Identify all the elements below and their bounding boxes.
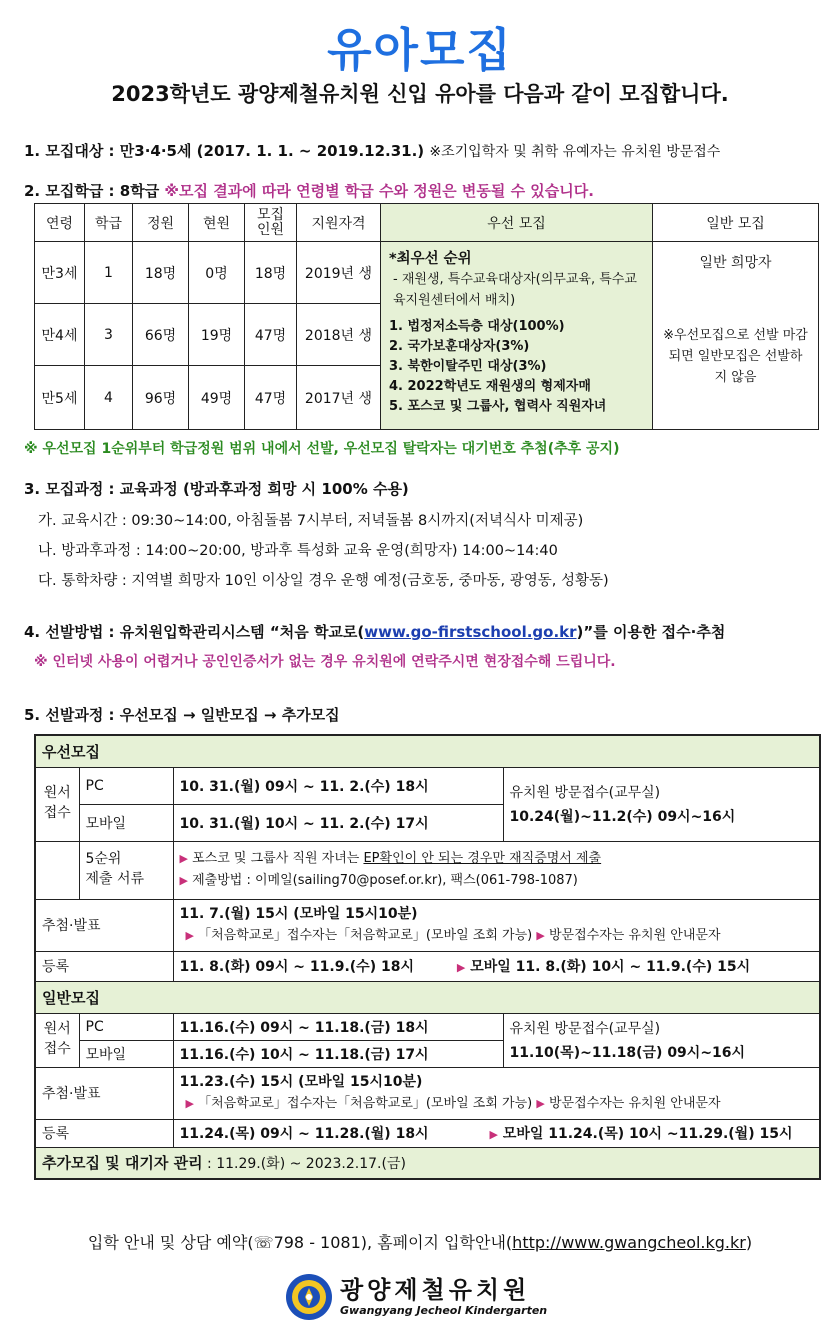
general-top: 일반 희망자 (699, 255, 772, 271)
section-4 (24, 621, 725, 642)
docs-line-1b: EP확인이 안 되는 경우만 재직증명서 제출 (363, 850, 602, 866)
row-cell: 66명 (133, 304, 189, 366)
priority-reg-a: 11. 8.(화) 09시 ~ 11.9.(수) 18시 (179, 959, 414, 975)
row-cell: 19명 (189, 304, 245, 366)
row-cell: 47명 (245, 366, 297, 430)
header-eligibility: 지원자격 (297, 204, 381, 242)
priority-visit (503, 767, 820, 841)
priority-reg-b: 모바일 11. 8.(화) 10시 ~ 11.9.(수) 15시 (470, 959, 751, 975)
priority-criteria (381, 242, 653, 430)
row-cell: 0명 (189, 242, 245, 304)
apply-label: 원서 접수 (35, 1013, 79, 1067)
triangle-icon: ▶ (536, 928, 545, 942)
apply-label: 원서 접수 (35, 767, 79, 841)
row-cell: 2019년 생 (297, 242, 381, 304)
triangle-icon: ▶ (179, 851, 188, 865)
triangle-icon: ▶ (185, 928, 194, 942)
mobile-label: 모바일 (79, 804, 173, 841)
row-cell: 18명 (245, 242, 297, 304)
priority-visit-period: 10.24(월)~11.2(수) 09시~16시 (509, 809, 736, 825)
row-cell: 47명 (245, 304, 297, 366)
general-reg (173, 1119, 820, 1147)
footer-contact (0, 1230, 840, 1253)
priority-item: 5. 포스코 및 그룹사, 협력사 직원자녀 (389, 399, 607, 415)
section-4-label-b: )”를 이용한 접수·추첨 (576, 623, 726, 641)
logo-name: 광양제철유치원 (340, 1276, 531, 1304)
priority-mobile-period: 10. 31.(월) 10시 ~ 11. 2.(수) 17시 (173, 804, 503, 841)
triangle-icon: ▶ (536, 1096, 545, 1110)
triangle-icon: ▶ (185, 1096, 194, 1110)
priority-draw-period: 11. 7.(월) 15시 (모바일 15시10분) (179, 906, 418, 923)
page-subtitle: 2023학년도 광양제철유치원 신입 유아를 다음과 같이 모집합니다. (111, 82, 729, 106)
general-note: ※우선모집으로 선발 마감되면 일반모집은 선발하지 않음 (663, 328, 808, 385)
section-3-item: 다. 통학차량 : 지역별 희망자 10인 이상일 경우 운행 예정(금호동, 중마동, 광영동, 성황동) (38, 573, 609, 589)
row-cell: 만5세 (35, 366, 85, 430)
header-capacity: 정원 (133, 204, 189, 242)
row-cell: 2017년 생 (297, 366, 381, 430)
section-1-note: ※조기입학자 및 취학 유예자는 유치원 방문접수 (429, 144, 721, 160)
homepage-link[interactable]: http://www.gwangcheol.kg.kr (512, 1233, 746, 1252)
general-draw-period: 11.23.(수) 15시 (모바일 15시10분) (179, 1074, 423, 1091)
pc-label: PC (79, 767, 173, 804)
section-3-label: 3. 모집과정 : 교육과정 (방과후과정 희망 시 100% 수용) (24, 480, 409, 498)
draw-note-a: 「처음학교로」접수자는「처음학교로」(모바일 조회 가능) (198, 927, 533, 943)
header-classes: 학급 (85, 204, 133, 242)
priority-item: 4. 2022학년도 재원생의 형제자매 (389, 379, 591, 395)
general-criteria (653, 242, 819, 430)
section-5-label: 5. 선발과정 : 우선모집 → 일반모집 → 추가모집 (24, 706, 340, 724)
section-4-label-a: 4. 선발방법 : 유치원입학관리시스템 “처음 학교로( (24, 623, 365, 641)
class-table-header (35, 204, 819, 242)
triangle-icon: ▶ (456, 961, 466, 974)
reg-label: 등록 (35, 951, 173, 981)
draw-note-b: 방문접수자는 유치원 안내문자 (549, 927, 721, 943)
draw-label: 추첨·발표 (35, 899, 173, 951)
row-cell: 4 (85, 366, 133, 430)
row-cell: 1 (85, 242, 133, 304)
priority-item: 3. 북한이탈주민 대상(3%) (389, 359, 547, 375)
docs-label: 5순위 제출 서류 (79, 841, 173, 899)
mobile-label: 모바일 (79, 1040, 173, 1067)
footer-text-a: 입학 안내 및 상담 예약(☏798 - 1081), 홈페이지 입학안내( (87, 1233, 513, 1252)
row-cell: 만3세 (35, 242, 85, 304)
priority-sub: - 재원생, 특수교육대상자(의무교육, 특수교육지원센터에서 배치) (393, 272, 637, 308)
general-visit (503, 1013, 820, 1067)
priority-title: *최우선 순위 (389, 251, 472, 267)
priority-draw (173, 899, 820, 951)
kindergarten-emblem-icon (284, 1272, 334, 1322)
table-row (35, 242, 819, 304)
docs-line-1a: 포스코 및 그룹사 직원 자녀는 (192, 850, 364, 866)
section-2-classes (24, 180, 594, 201)
general-pc-period: 11.16.(수) 09시 ~ 11.18.(금) 18시 (173, 1013, 503, 1040)
firstschool-link[interactable]: www.go-firstschool.go.kr (364, 623, 577, 641)
header-age: 연령 (35, 204, 85, 242)
row-cell: 49명 (189, 366, 245, 430)
logo-subtitle: Gwangyang Jecheol Kindergarten (340, 1304, 548, 1317)
priority-visit-label: 유치원 방문접수(교무실) (509, 785, 661, 801)
section-2-note: ※모집 결과에 따라 연령별 학급 수와 정원은 변동될 수 있습니다. (164, 182, 594, 200)
row-cell: 3 (85, 304, 133, 366)
pc-label: PC (79, 1013, 173, 1040)
section-1-target (24, 140, 720, 161)
general-draw (173, 1067, 820, 1119)
header-priority: 우선 모집 (381, 204, 653, 242)
footer-text-b: ) (745, 1233, 753, 1252)
section-1-label: 1. 모집대상 : 만3·4·5세 (2017. 1. 1. ~ 2019.12.31.) (24, 142, 425, 160)
reg-label: 등록 (35, 1119, 173, 1147)
docs-detail (173, 841, 820, 899)
class-table (34, 203, 819, 430)
priority-pc-period: 10. 31.(월) 09시 ~ 11. 2.(수) 18시 (173, 767, 503, 804)
extra-value: : 11.29.(화) ~ 2023.2.17.(금) (202, 1156, 406, 1173)
row-cell: 18명 (133, 242, 189, 304)
draw-note-b: 방문접수자는 유치원 안내문자 (549, 1095, 721, 1111)
priority-item: 1. 법정저소득층 대상(100%) (389, 318, 565, 334)
section-2-label: 2. 모집학급 : 8학급 (24, 182, 160, 200)
row-cell: 만4세 (35, 304, 85, 366)
draw-label: 추첨·발표 (35, 1067, 173, 1119)
header-recruit: 모집 인원 (245, 204, 297, 242)
triangle-icon: ▶ (179, 874, 188, 887)
general-reg-a: 11.24.(목) 09시 ~ 11.28.(월) 18시 (179, 1126, 429, 1142)
section-3-item: 가. 교육시간 : 09:30~14:00, 아침돌봄 7시부터, 저녁돌봄 8시까지(저녁식사 미제공) (38, 513, 584, 529)
general-visit-period: 11.10(목)~11.18(금) 09시~16시 (509, 1045, 746, 1061)
general-reg-b: 모바일 11.24.(목) 10시 ~11.29.(월) 15시 (502, 1126, 793, 1142)
section-4-note: ※ 인터넷 사용이 어렵거나 공인인증서가 없는 경우 유치원에 연락주시면 현장접수해 드립니다. (34, 654, 616, 670)
general-visit-label: 유치원 방문접수(교무실) (509, 1021, 661, 1037)
section-3-item: 나. 방과후과정 : 14:00~20:00, 방과후 특성화 교육 운영(희망자) 14:00~14:40 (38, 543, 558, 559)
priority-reg (173, 951, 820, 981)
table-note: ※ 우선모집 1순위부터 학급정원 범위 내에서 선발, 우선모집 탈락자는 대기번호 추첨(추후 공지) (24, 441, 620, 457)
header-general: 일반 모집 (653, 204, 819, 242)
triangle-icon: ▶ (489, 1128, 498, 1141)
schedule-table (34, 734, 821, 1180)
priority-item: 2. 국가보훈대상자(3%) (389, 338, 530, 354)
row-cell: 96명 (133, 366, 189, 430)
draw-note-a: 「처음학교로」접수자는「처음학교로」(모바일 조회 가능) (198, 1095, 533, 1111)
row-cell: 2018년 생 (297, 304, 381, 366)
extra-label: 추가모집 및 대기자 관리 (42, 1154, 203, 1173)
general-band: 일반모집 (35, 981, 820, 1013)
extra-band (35, 1147, 820, 1179)
page-title: 유아모집 (327, 23, 513, 77)
priority-band: 우선모집 (35, 735, 820, 767)
header-current: 현원 (189, 204, 245, 242)
docs-line-2: 제출방법 : 이메일(sailing70@posef.or.kr), 팩스(061-798-1087) (192, 873, 578, 888)
general-mobile-period: 11.16.(수) 10시 ~ 11.18.(금) 17시 (173, 1040, 503, 1067)
